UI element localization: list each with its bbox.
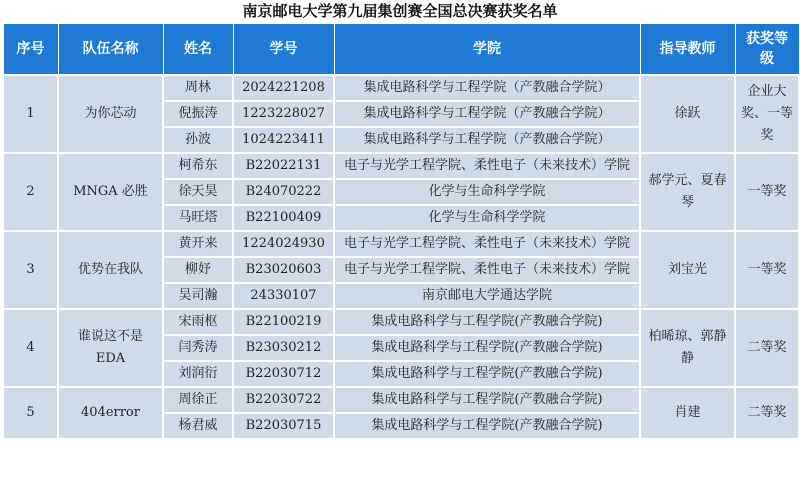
- member-college: 化学与生命科学学院: [334, 205, 640, 231]
- team-index: 5: [3, 387, 58, 439]
- team-index: 1: [3, 75, 58, 153]
- member-student-id: B22030722: [233, 387, 334, 413]
- member-student-id: B23030212: [233, 335, 334, 361]
- member-college: 集成电路科学与工程学院(产教融合学院): [334, 361, 640, 387]
- member-student-id: B22100409: [233, 205, 334, 231]
- member-college: 电子与光学工程学院、柔性电子（未来技术）学院: [334, 257, 640, 283]
- member-student-id: B22022131: [233, 153, 334, 179]
- member-student-id: B23020603: [233, 257, 334, 283]
- member-name: 倪振涛: [163, 101, 233, 127]
- member-name: 刘润衍: [163, 361, 233, 387]
- team-advisor: 徐跃: [640, 75, 735, 153]
- member-name: 柯希东: [163, 153, 233, 179]
- member-student-id: 24330107: [233, 283, 334, 309]
- member-name: 周林: [163, 75, 233, 101]
- member-college: 电子与光学工程学院、柔性电子（未来技术）学院: [334, 153, 640, 179]
- member-student-id: 1024223411: [233, 127, 334, 153]
- team-index: 2: [3, 153, 58, 231]
- member-student-id: B24070222: [233, 179, 334, 205]
- team-advisor: 刘宝光: [640, 231, 735, 309]
- table-row: [3, 231, 799, 257]
- header-team: 队伍名称: [58, 24, 163, 76]
- member-name: 周徐正: [163, 387, 233, 413]
- team-name: MNGA 必胜: [58, 153, 163, 231]
- header-index: 序号: [3, 24, 58, 76]
- member-student-id: B22030715: [233, 413, 334, 439]
- member-name: 黄开来: [163, 231, 233, 257]
- member-name: 宋雨枢: [163, 309, 233, 335]
- member-name: 马旺塔: [163, 205, 233, 231]
- table-row: [3, 153, 799, 179]
- member-college: 集成电路科学与工程学院（产教融合学院）: [334, 127, 640, 153]
- header-row: [3, 24, 799, 76]
- team-name: 谁说这不是 EDA: [58, 309, 163, 387]
- member-student-id: 2024221208: [233, 75, 334, 101]
- member-name: 孙波: [163, 127, 233, 153]
- member-college: 集成电路科学与工程学院（产教融合学院）: [334, 101, 640, 127]
- member-college: 集成电路科学与工程学院(产教融合学院): [334, 335, 640, 361]
- member-student-id: 1224024930: [233, 231, 334, 257]
- team-name: 优势在我队: [58, 231, 163, 309]
- header-advisor: 指导教师: [640, 24, 735, 76]
- team-advisor: 肖建: [640, 387, 735, 439]
- table-row: [3, 75, 799, 101]
- header-name: 姓名: [163, 24, 233, 76]
- member-college: 电子与光学工程学院、柔性电子（未来技术）学院: [334, 231, 640, 257]
- member-name: 徐天昊: [163, 179, 233, 205]
- team-award: 企业大奖、一等奖: [735, 75, 799, 153]
- member-college: 集成电路科学与工程学院(产教融合学院): [334, 413, 640, 439]
- member-student-id: B22100219: [233, 309, 334, 335]
- member-name: 吴司瀚: [163, 283, 233, 309]
- awards-table: [2, 23, 800, 440]
- team-index: 3: [3, 231, 58, 309]
- member-student-id: B22030712: [233, 361, 334, 387]
- member-student-id: 1223228027: [233, 101, 334, 127]
- header-student-id: 学号: [233, 24, 334, 76]
- team-award: 一等奖: [735, 153, 799, 231]
- member-college: 集成电路科学与工程学院(产教融合学院): [334, 309, 640, 335]
- member-college: 集成电路科学与工程学院(产教融合学院): [334, 387, 640, 413]
- team-award: 二等奖: [735, 387, 799, 439]
- team-index: 4: [3, 309, 58, 387]
- member-name: 杨君威: [163, 413, 233, 439]
- member-college: 集成电路科学与工程学院（产教融合学院）: [334, 75, 640, 101]
- header-award: 获奖等级: [735, 24, 799, 76]
- header-college: 学院: [334, 24, 640, 76]
- member-name: 柳妤: [163, 257, 233, 283]
- team-name: 404error: [58, 387, 163, 439]
- member-college: 南京邮电大学通达学院: [334, 283, 640, 309]
- team-advisor: 郝学元、夏春琴: [640, 153, 735, 231]
- table-row: [3, 309, 799, 335]
- team-advisor: 柏晞琼、郭静静: [640, 309, 735, 387]
- team-name: 为你芯动: [58, 75, 163, 153]
- team-award: 一等奖: [735, 231, 799, 309]
- team-award: 二等奖: [735, 309, 799, 387]
- table-row: [3, 387, 799, 413]
- member-college: 化学与生命科学学院: [334, 179, 640, 205]
- awards-body: [3, 75, 799, 439]
- page-title: 南京邮电大学第九届集创赛全国总决赛获奖名单: [242, 2, 558, 20]
- member-name: 闫秀涛: [163, 335, 233, 361]
